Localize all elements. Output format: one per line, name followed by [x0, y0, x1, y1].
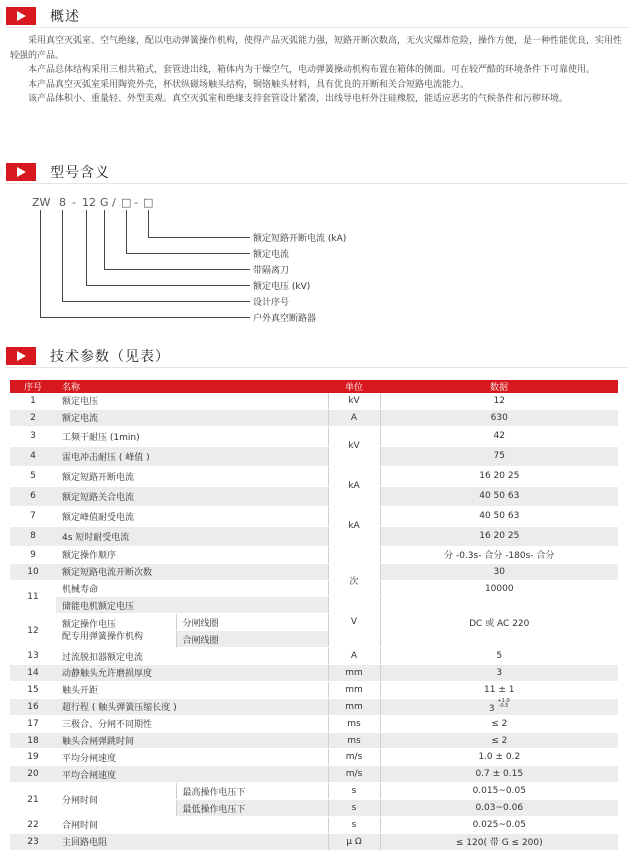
cell-name: 超行程 ( 触头弹簧压缩长度 ) — [56, 698, 328, 715]
cell-name: 触头开距 — [56, 681, 328, 698]
cell-value: 0.015~0.05 — [380, 783, 618, 800]
cell-unit: mm — [328, 681, 380, 698]
paragraph: 本产品真空灭弧室采用陶瓷外壳，杯状纵磁场触头结构，铜铬触头材料，具有优良的开断和关合短路电流能力。 — [28, 79, 470, 90]
cell-unit: A — [328, 409, 380, 426]
connector — [40, 210, 41, 317]
cell-no: 1 — [10, 393, 56, 409]
cell-no: 15 — [10, 681, 56, 698]
cell-unit: mm — [328, 665, 380, 682]
cell-name: 储能电机额定电压 — [56, 597, 328, 614]
code-part: 12 — [82, 196, 96, 209]
params-title: 技术参数（见表） — [50, 349, 170, 365]
table-row — [10, 681, 618, 698]
cell-unit: s — [328, 783, 380, 800]
table-row — [10, 563, 618, 580]
cell-no: 21 — [10, 783, 56, 817]
table-row — [10, 766, 618, 783]
code-part: 8 — [59, 196, 66, 209]
cell-value: 30 — [380, 563, 618, 580]
cell-name: 动静触头允许磨损厚度 — [56, 665, 328, 682]
table-row — [10, 409, 618, 426]
table-row — [10, 833, 618, 850]
table-row — [10, 783, 618, 800]
cell-sub: 最低操作电压下 — [176, 800, 328, 817]
table-header — [10, 380, 618, 393]
cell-value: 10000 — [380, 580, 618, 597]
cell-value: DC 或 AC 220 — [380, 597, 618, 648]
model-label: 额定电压 (kV) — [253, 282, 311, 292]
cell-no: 7 — [10, 506, 56, 526]
code-part: - — [134, 196, 138, 209]
cell-unit: mm — [328, 698, 380, 715]
cell-value: 40 50 63 — [380, 486, 618, 506]
cell-value: 11 ± 1 — [380, 681, 618, 698]
table-row — [10, 506, 618, 526]
cell-unit: m/s — [328, 749, 380, 766]
cell-value: 16 20 25 — [380, 466, 618, 486]
cell-unit: ms — [328, 732, 380, 749]
tolerance-up: +1.0 — [497, 698, 510, 705]
code-part: - — [72, 196, 76, 209]
cell-value: ≤ 2 — [380, 715, 618, 732]
divider — [6, 367, 628, 368]
cell-name: 主回路电阻 — [56, 833, 328, 850]
cell-name: 额定操作顺序 — [56, 546, 328, 563]
cell-value: 0.03~0.06 — [380, 800, 618, 817]
cell-unit: s — [328, 817, 380, 834]
cell-unit: kA — [328, 466, 380, 506]
cell-unit: V — [328, 597, 380, 648]
cell-no: 2 — [10, 409, 56, 426]
table-row — [10, 648, 618, 665]
cell-value — [380, 698, 618, 715]
cell-value: 75 — [380, 446, 618, 466]
code-part: □ — [121, 196, 132, 209]
cell-no: 8 — [10, 526, 56, 546]
connector — [62, 210, 63, 301]
spec-table — [10, 380, 618, 851]
cell-name: 三极合、分闸不同期性 — [56, 715, 328, 732]
table-row — [10, 749, 618, 766]
connector — [40, 317, 250, 318]
cell-value: 3 — [380, 665, 618, 682]
cell-no: 6 — [10, 486, 56, 506]
table-row — [10, 526, 618, 546]
cell-value: 630 — [380, 409, 618, 426]
cell-no: 10 — [10, 563, 56, 580]
table-row — [10, 486, 618, 506]
code-part: □ — [143, 196, 154, 209]
model-label: 带隔离刀 — [253, 266, 290, 276]
cell-value: 40 50 63 — [380, 506, 618, 526]
cell-unit: μ Ω — [328, 833, 380, 850]
table-row — [10, 817, 618, 834]
col-header-unit: 单位 — [328, 380, 380, 393]
cell-unit: kA — [328, 506, 380, 546]
connector — [148, 237, 250, 238]
cell-unit: kV — [328, 426, 380, 466]
tolerance-down: -0.5 — [498, 703, 509, 710]
connector — [86, 210, 87, 285]
cell-no: 18 — [10, 732, 56, 749]
cell-no: 12 — [10, 614, 56, 648]
cell-value: 1.0 ± 0.2 — [380, 749, 618, 766]
tolerance — [497, 699, 509, 709]
model-title: 型号含义 — [50, 165, 110, 181]
cell-name: 过流脱扣器额定电流 — [56, 648, 328, 665]
cell-name: 分闸时间 — [56, 783, 176, 817]
paragraph: 采用真空灭弧室、空气绝缘，配以电动弹簧操作机构，使得产品灭弧能力强，短路开断次数高，无火灾爆炸危险，操作方便，是一种性能优良，实用性较强的产品。 — [10, 36, 623, 61]
cell-unit — [328, 546, 380, 563]
connector — [104, 269, 250, 270]
cell-unit: m/s — [328, 766, 380, 783]
cell-name: 工频干耐压 (1min) — [56, 426, 328, 446]
cell-no: 3 — [10, 426, 56, 446]
col-header-no: 序号 — [10, 380, 56, 393]
cell-value: ≤ 120( 带 G ≤ 200) — [380, 833, 618, 850]
cell-no: 13 — [10, 648, 56, 665]
connector — [126, 253, 250, 254]
model-label: 户外真空断路器 — [253, 314, 317, 324]
paragraph: 本产品总体结构采用三相共箱式，套管进出线，箱体内为干燥空气，电动弹簧操动机构布置在箱体的侧面。可在较严酷的环境条件下可靠使用。 — [28, 65, 596, 75]
cell-value: 0.7 ± 0.15 — [380, 766, 618, 783]
cell-name: 平均分闸速度 — [56, 749, 328, 766]
cell-unit: 次 — [328, 563, 380, 597]
cell-value: 42 — [380, 426, 618, 446]
play-arrow-icon — [6, 347, 36, 365]
cell-name: 额定电流 — [56, 409, 328, 426]
table-row — [10, 426, 618, 446]
cell-unit: ms — [328, 715, 380, 732]
cell-no: 19 — [10, 749, 56, 766]
cell-no: 16 — [10, 698, 56, 715]
cell-name: 额定短路关合电流 — [56, 486, 328, 506]
overview-title: 概述 — [50, 9, 80, 25]
cell-no: 9 — [10, 546, 56, 563]
cell-sub: 最高操作电压下 — [176, 783, 328, 800]
cell-unit: s — [328, 800, 380, 817]
cell-no: 22 — [10, 817, 56, 834]
col-header-value: 数据 — [380, 380, 618, 393]
cell-value: 0.025~0.05 — [380, 817, 618, 834]
cell-name: 额定电压 — [56, 393, 328, 409]
cell-name: 雷电冲击耐压 ( 峰值 ) — [56, 446, 328, 466]
col-header-name: 名称 — [56, 380, 328, 393]
value-main: 3 — [488, 704, 495, 715]
cell-name: 额定短路电流开断次数 — [56, 563, 328, 580]
cell-no: 20 — [10, 766, 56, 783]
connector — [126, 210, 127, 253]
table-row — [10, 665, 618, 682]
table-row — [10, 597, 618, 614]
code-part: / — [112, 196, 116, 209]
table-row — [10, 393, 618, 409]
cell-name: 额定峰值耐受电流 — [56, 506, 328, 526]
paragraph: 该产品体积小、重量轻、外型美观。真空灭弧室和绝缘支持套管设计紧凑，出线导电杆外注硅橡胶，能适应恶劣的气候条件和污秽环境。 — [28, 94, 569, 104]
table-row — [10, 466, 618, 486]
model-label: 额定短路开断电流 (kA) — [253, 234, 347, 244]
cell-unit: A — [328, 648, 380, 665]
cell-value: 12 — [380, 393, 618, 409]
cell-name: 机械寿命 — [56, 580, 328, 597]
table-row — [10, 732, 618, 749]
cell-no: 11 — [10, 580, 56, 614]
cell-unit: kV — [328, 393, 380, 409]
connector — [104, 210, 105, 269]
cell-name: 额定短路开断电流 — [56, 466, 328, 486]
cell-no: 4 — [10, 446, 56, 466]
model-label: 设计序号 — [253, 298, 290, 308]
cell-value: 5 — [380, 648, 618, 665]
table-row — [10, 580, 618, 597]
cell-no: 23 — [10, 833, 56, 850]
cell-no: 14 — [10, 665, 56, 682]
table-row — [10, 446, 618, 466]
model-label: 额定电流 — [253, 250, 290, 260]
connector — [148, 210, 149, 237]
table-row — [10, 698, 618, 715]
code-part: G — [100, 196, 109, 209]
model-code-diagram — [0, 0, 634, 330]
cell-name: 额定操作电压 配专用弹簧操作机构 — [56, 614, 176, 648]
cell-value: ≤ 2 — [380, 732, 618, 749]
cell-name: 触头合闸弹跳时间 — [56, 732, 328, 749]
cell-name: 平均合闸速度 — [56, 766, 328, 783]
cell-name: 4s 短时耐受电流 — [56, 526, 328, 546]
cell-sub: 合闸线圈 — [176, 631, 328, 648]
code-part: ZW — [32, 196, 51, 209]
cell-value: 分 -0.3s- 合分 -180s- 合分 — [380, 546, 618, 563]
connector — [62, 301, 250, 302]
table-row — [10, 546, 618, 563]
cell-value: 16 20 25 — [380, 526, 618, 546]
cell-sub: 分闸线圈 — [176, 614, 328, 631]
table-row — [10, 715, 618, 732]
cell-name: 合闸时间 — [56, 817, 328, 834]
params-heading — [6, 346, 170, 366]
cell-no: 5 — [10, 466, 56, 486]
connector — [86, 285, 250, 286]
cell-no: 17 — [10, 715, 56, 732]
